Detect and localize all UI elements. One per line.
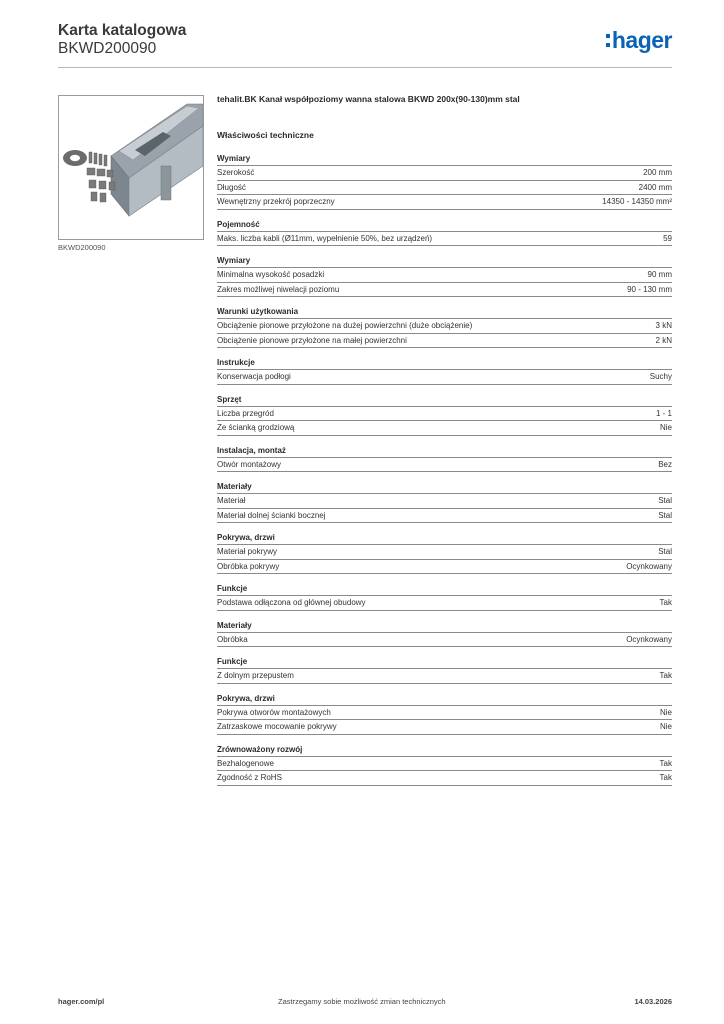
spec-row [217, 319, 672, 334]
spec-group [217, 357, 672, 385]
spec-group [217, 394, 672, 436]
cable-duct-illustration [59, 96, 203, 239]
footer-disclaimer: Zastrzegamy sobie możliwość zmian technicznych [278, 997, 446, 1006]
spec-value: 1 - 1 [655, 408, 672, 418]
spec-label: Materiał dolnej ścianki bocznej [217, 510, 326, 520]
footer-date: 14.03.2026 [634, 997, 672, 1006]
footer-website-link[interactable]: hager.com/pl [58, 997, 105, 1006]
spec-label: Liczba przegród [217, 408, 274, 418]
spec-value: 14350 - 14350 mm² [602, 197, 672, 206]
spec-value: Suchy [649, 372, 672, 381]
spec-content [217, 94, 672, 795]
spec-label: Zakres możliwej niwelacji poziomu [217, 284, 340, 294]
spec-label: Konserwacja podłogi [217, 372, 291, 381]
spec-group-title: Sprzęt [217, 394, 672, 407]
spec-group [217, 255, 672, 297]
spec-group [217, 219, 672, 247]
spec-row [217, 407, 672, 422]
spec-row [217, 181, 672, 196]
spec-group-title: Funkcje [217, 656, 672, 669]
spec-value: 90 - 130 mm [627, 284, 672, 294]
spec-label: Materiał pokrywy [217, 547, 278, 556]
spec-row [217, 283, 672, 298]
spec-group-title: Wymiary [217, 255, 672, 268]
spec-value: Nie [659, 722, 672, 731]
spec-row [217, 669, 672, 684]
spec-label: Bezhalogenowe [217, 758, 274, 768]
spec-value: 3 kN [655, 321, 672, 330]
spec-row [217, 232, 672, 247]
spec-label: Obróbka pokrywy [217, 561, 280, 571]
technical-properties-heading: Właściwości techniczne [217, 130, 314, 140]
spec-value: Nie [659, 423, 672, 432]
spec-group-title: Pokrywa, drzwi [217, 532, 672, 545]
spec-row [217, 494, 672, 509]
spec-row [217, 545, 672, 560]
product-title: tehalit.BK Kanał współpoziomy wanna stalowa BKWD 200x(90-130)mm stal [217, 94, 520, 104]
spec-group [217, 656, 672, 684]
spec-row [217, 458, 672, 473]
spec-group [217, 693, 672, 735]
logo-mark-icon [606, 34, 610, 47]
spec-value: Tak [659, 773, 672, 782]
spec-group-title: Funkcje [217, 583, 672, 596]
spec-label: Materiał [217, 496, 246, 505]
spec-group-title: Instrukcje [217, 357, 672, 370]
spec-label: Obróbka [217, 634, 248, 644]
spec-label: Wewnętrzny przekrój poprzeczny [217, 197, 335, 206]
spec-value: Tak [659, 598, 672, 607]
spec-row [217, 268, 672, 283]
hager-logo [606, 28, 672, 52]
spec-group-title: Wymiary [217, 153, 672, 166]
logo-text: hager [611, 27, 672, 53]
spec-label: Minimalna wysokość posadzki [217, 270, 325, 279]
header [58, 22, 186, 58]
spec-value: Stal [658, 547, 672, 556]
spec-label: Szerokość [217, 168, 255, 177]
spec-groups [217, 153, 672, 786]
spec-value: 2400 mm [638, 182, 672, 192]
spec-group [217, 744, 672, 786]
spec-label: Obciążenie pionowe przyłożone na małej powierzchni [217, 335, 407, 345]
spec-group-title: Materiały [217, 481, 672, 494]
spec-row [217, 370, 672, 385]
spec-value: Tak [659, 758, 672, 768]
spec-value: Bez [658, 459, 672, 469]
spec-group [217, 445, 672, 473]
spec-value: Nie [659, 707, 672, 717]
spec-row [217, 560, 672, 575]
spec-row [217, 195, 672, 210]
spec-value: 2 kN [655, 335, 672, 345]
spec-row [217, 596, 672, 611]
spec-group [217, 620, 672, 648]
spec-group [217, 481, 672, 523]
spec-value: Ocynkowany [626, 561, 672, 571]
spec-label: Obciążenie pionowe przyłożone na dużej powierzchni (duże obciążenie) [217, 321, 473, 330]
spec-value: 90 mm [647, 270, 672, 279]
spec-label: Otwór montażowy [217, 459, 282, 469]
spec-row [217, 720, 672, 735]
spec-group-title: Warunki użytkowania [217, 306, 672, 319]
document-title: Karta katalogowa [58, 22, 187, 39]
spec-row [217, 771, 672, 786]
spec-row [217, 706, 672, 721]
spec-group [217, 306, 672, 348]
spec-group [217, 532, 672, 574]
spec-value: Stal [658, 496, 672, 505]
spec-group-title: Pojemność [217, 219, 672, 232]
spec-group [217, 583, 672, 611]
spec-row [217, 757, 672, 772]
spec-label: Pokrywa otworów montażowych [217, 707, 331, 717]
spec-group-title: Instalacja, montaż [217, 445, 672, 458]
spec-row [217, 633, 672, 648]
product-code: BKWD200090 [58, 40, 157, 57]
spec-label: Długość [217, 182, 246, 192]
spec-group [217, 153, 672, 210]
spec-value: Stal [658, 510, 672, 520]
spec-label: Maks. liczba kabli (Ø11mm, wypełnienie 50%, bez urządzeń) [217, 233, 433, 243]
spec-group-title: Pokrywa, drzwi [217, 693, 672, 706]
spec-label: Zatrzaskowe mocowanie pokrywy [217, 722, 337, 731]
spec-group-title: Zrównoważony rozwój [217, 744, 672, 757]
spec-row [217, 421, 672, 436]
spec-value: Tak [659, 671, 672, 680]
spec-value: 59 [663, 233, 672, 243]
spec-row [217, 509, 672, 524]
spec-label: Ze ścianką grodziową [217, 423, 295, 432]
spec-label: Z dolnym przepustem [217, 671, 294, 680]
spec-label: Zgodność z RoHS [217, 773, 282, 782]
spec-row [217, 166, 672, 181]
spec-value: 200 mm [643, 168, 672, 177]
header-divider [58, 67, 672, 68]
image-caption: BKWD200090 [58, 243, 106, 252]
spec-row [217, 334, 672, 349]
spec-label: Podstawa odłączona od głównej obudowy [217, 598, 366, 607]
spec-value: Ocynkowany [626, 634, 672, 644]
spec-group-title: Materiały [217, 620, 672, 633]
product-image [58, 95, 204, 240]
